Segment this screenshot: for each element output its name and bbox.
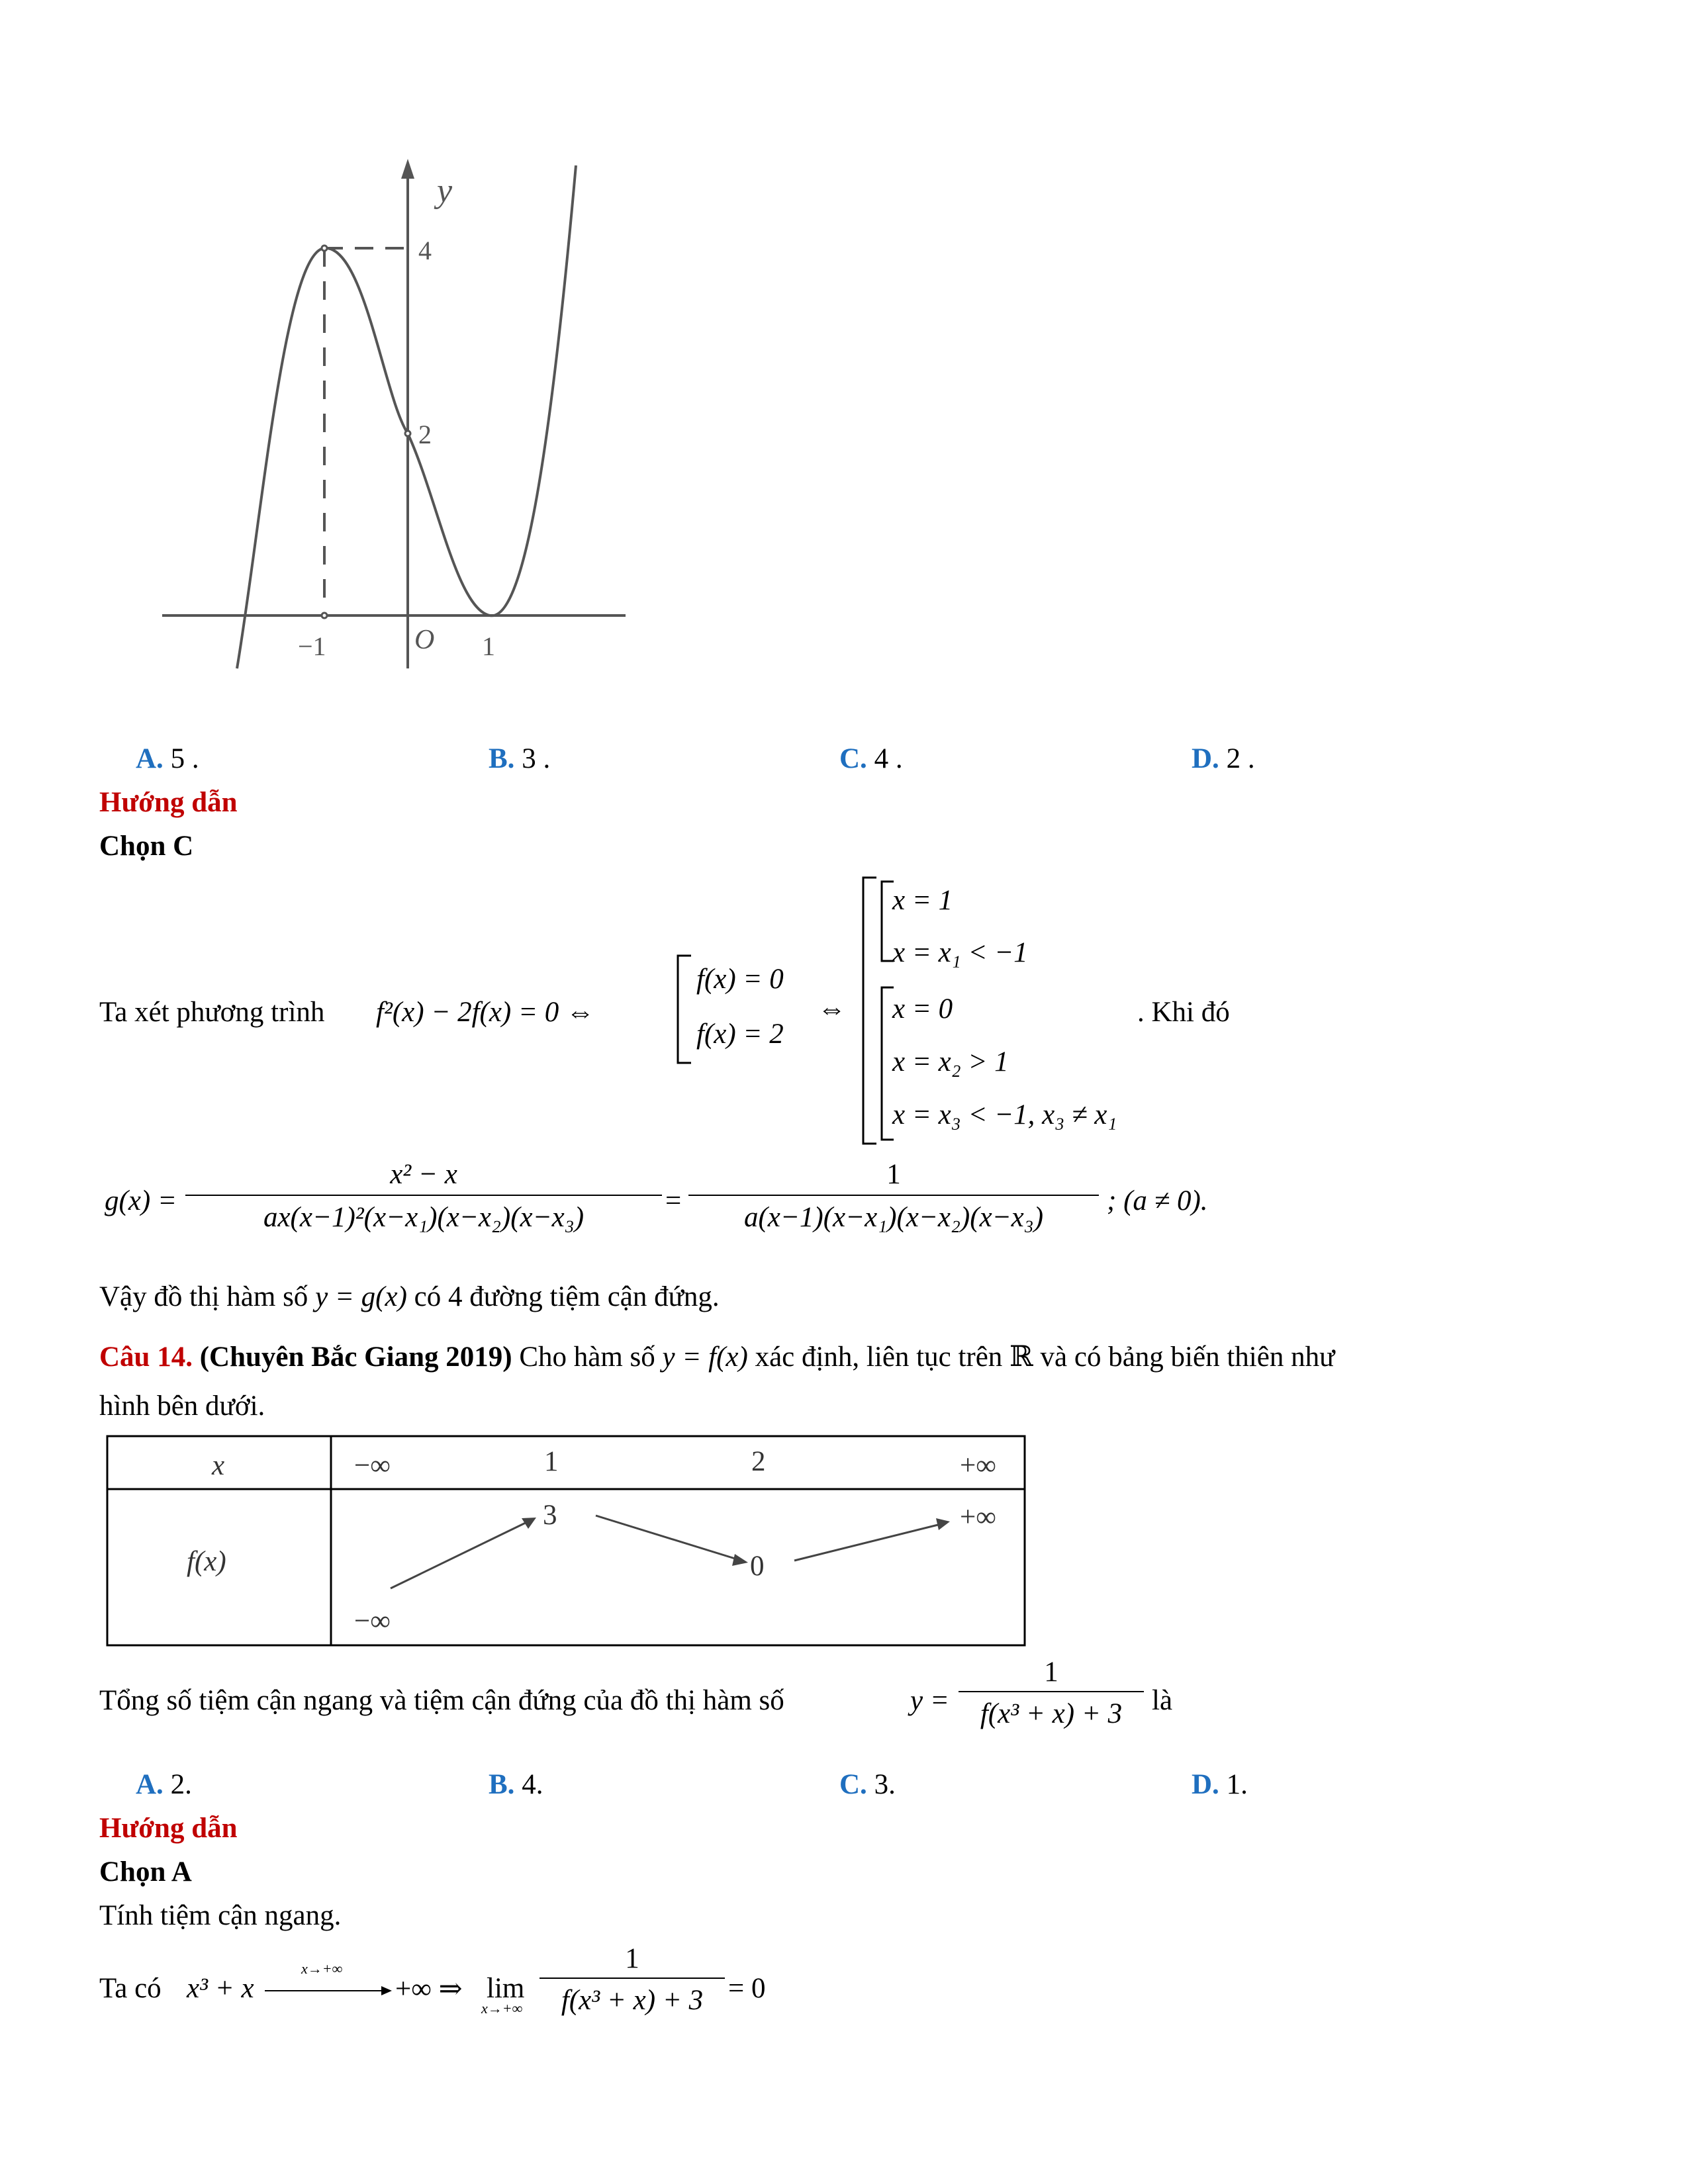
q13-system1-bracket [674,953,694,1066]
conclusion-text-e: đường tiệm cận đứng. [469,1281,720,1312]
option-value: 2. [170,1769,192,1800]
table-f-neginf: −∞ [354,1606,391,1637]
q13-g-den1: ax(x−1)²(x−x₁)(x−x₂)(x−x₃) [185,1195,662,1234]
option-value: 3 . [522,743,551,774]
q14-stem-R: ℝ [1009,1342,1033,1373]
table-fx-label: f(x) [187,1546,226,1577]
option-letter: D. [1192,1769,1219,1800]
option-value: 1. [1226,1769,1248,1800]
option-letter: D. [1192,743,1219,774]
table-x-1: 1 [544,1446,559,1477]
q13-system2-line5: x = x₃ < −1, x₃ ≠ x₁ [892,1099,1117,1130]
tick-label-minus1: −1 [298,631,326,661]
q14-option-c[interactable] [839,1768,896,1801]
option-letter: C. [839,1769,867,1800]
table-x-posinf: +∞ [960,1450,996,1481]
q13-system2-line4: x = x₂ > 1 [892,1046,1009,1077]
increase-arrow-1 [391,1521,530,1588]
q13-g-fraction2 [688,1158,1099,1234]
q13-option-b[interactable] [489,743,550,775]
q13-solve-intro: Ta xét phương trình [99,997,325,1028]
decrease-arrow [596,1516,741,1561]
option-letter: B. [489,1769,515,1800]
q13-option-a[interactable] [136,743,199,775]
q14-limit-intro: Ta có [99,1973,162,2004]
table-f-0: 0 [750,1551,765,1582]
point-y2 [405,431,410,436]
tick-label-1: 1 [482,631,495,661]
option-value: 2 . [1226,743,1255,774]
tick-label-4: 4 [418,236,432,265]
q13-g-eq: = [665,1185,682,1216]
q14-limit-expr: x³ + x [187,1973,254,2004]
q13-option-d[interactable] [1192,743,1255,775]
q13-system2-line1: x = 1 [892,885,953,916]
q13-equivalence-arrow: ⇔ [818,993,846,1024]
q14-lim-fraction [539,1942,725,2017]
conclusion-text-a: Vậy đồ thị hàm số [99,1281,308,1312]
point-x-minus1 [322,613,327,618]
q14-lim-den: f(x³ + x) + 3 [539,1978,725,2017]
q14-lim-word: lim [487,1973,525,2004]
origin-label: O [414,625,435,655]
increase-arrow-2 [794,1524,943,1561]
tick-label-2: 2 [418,420,432,449]
q13-conclusion [99,1281,720,1313]
q14-question-den: f(x³ + x) + 3 [959,1691,1144,1730]
q13-system1-line1: f(x) = 0 [696,964,784,995]
conclusion-count: 4 [447,1281,463,1312]
q14-question-y: y = [910,1685,949,1716]
q14-limit-result: +∞ ⇒ [395,1974,463,2005]
table-x-label: x [212,1450,225,1481]
q14-option-a[interactable] [136,1768,192,1801]
q13-then: . Khi đó [1137,997,1230,1028]
option-value: 4 . [874,743,903,774]
table-f-3: 3 [543,1500,557,1531]
q13-option-c[interactable] [839,743,903,775]
option-letter: A. [136,743,164,774]
option-letter: C. [839,743,867,774]
q14-stem-line1 [99,1340,1335,1373]
table-x-neginf: −∞ [354,1450,391,1481]
q14-option-d[interactable] [1192,1768,1248,1801]
conclusion-text-c: có [414,1281,442,1312]
table-f-posinf: +∞ [960,1502,996,1533]
q14-stem-c: và có bảng biến thiên như [1040,1342,1335,1373]
arrowhead-icon [936,1518,950,1530]
q14-question-fraction [959,1656,1144,1730]
q14-lim-value: = 0 [728,1973,766,2004]
q14-stem-b: xác định, liên tục trên [755,1342,1003,1373]
arrowhead-icon [732,1554,748,1566]
q13-guide-heading: Hướng dẫn [99,787,238,818]
q14-option-b[interactable] [489,1768,543,1801]
option-value: 5 . [170,743,199,774]
q14-horizontal: Tính tiệm cận ngang. [99,1900,342,1931]
q13-g-num2: 1 [886,1159,901,1190]
table-x-2: 2 [751,1446,766,1477]
q14-limit-arrow-label: x→+∞ [301,1960,343,1977]
q14-source: (Chuyên Bắc Giang 2019) [199,1342,512,1373]
q14-label: Câu 14. [99,1342,193,1373]
q14-guide-heading: Hướng dẫn [99,1813,238,1844]
q14-question-num: 1 [1044,1657,1058,1688]
option-value: 4. [522,1769,543,1800]
long-arrow-icon [265,1984,394,1997]
option-letter: A. [136,1769,164,1800]
q14-question-text: Tổng số tiệm cận ngang và tiệm cận đứng của đồ thị hàm số [99,1685,784,1716]
q13-choice: Chọn C [99,831,194,862]
q14-choice: Chọn A [99,1856,192,1888]
q13-g-num1: x² − x [390,1159,457,1190]
q13-g-den2: a(x−1)(x−x₁)(x−x₂)(x−x₃) [688,1195,1099,1234]
q14-question-end: là [1152,1685,1173,1716]
q13-g-cond: ; (a ≠ 0). [1107,1185,1208,1216]
option-value: 3. [874,1769,896,1800]
q13-g-lhs: g(x) = [105,1185,177,1216]
q13-system2-line3: x = 0 [892,993,953,1024]
variation-table [106,1435,1033,1653]
q14-lim-num: 1 [625,1943,639,1974]
q14-lim-sub: x→+∞ [481,2000,523,2017]
q14-stem-line2: hình bên dưới. [99,1390,265,1422]
q13-system2-line2: x = x₁ < −1 [892,937,1028,968]
y-axis-label: y [437,172,453,210]
q13-system1-line2: f(x) = 2 [696,1019,784,1050]
conclusion-func: y = g(x) [315,1281,407,1312]
function-graph [152,152,629,675]
y-axis-arrow-icon [401,159,414,179]
option-letter: B. [489,743,515,774]
q13-equation-lhs: f²(x) − 2f(x) = 0 ⇔ [376,997,595,1028]
q13-g-fraction1 [185,1158,662,1234]
q14-stem-func: y = f(x) [662,1342,748,1373]
point-y4 [322,246,327,251]
q14-stem-a: Cho hàm số [519,1342,655,1373]
